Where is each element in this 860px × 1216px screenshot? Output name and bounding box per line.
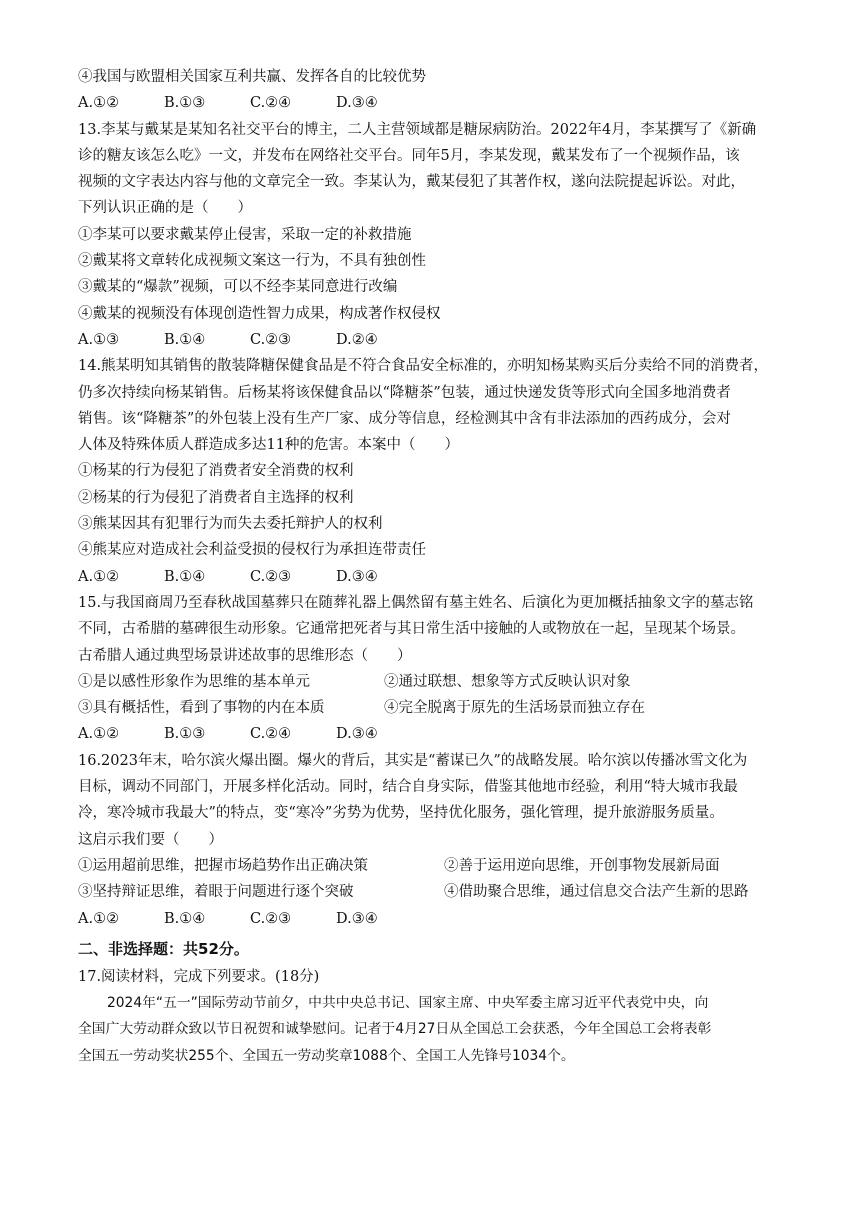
q12-options — [78, 90, 808, 116]
q12-option-c[interactable]: C.②④ — [250, 95, 292, 112]
q14-item-1: ①杨某的行为侵犯了消费者安全消费的权利 — [78, 463, 354, 480]
q13-option-a[interactable]: A.①③ — [78, 331, 120, 348]
q15-item-4: ④完全脱离于原先的生活场景而独立存在 — [384, 700, 645, 717]
q17-material-line: 2024年“五一”国际劳动节前夕，中共中央总书记、国家主席、中央军委主席习近平代表党中央，向 — [107, 995, 709, 1012]
q16-items-row-2 — [78, 879, 808, 905]
question-14 — [78, 353, 808, 590]
q15-options — [78, 721, 808, 747]
q13-option-b[interactable]: B.①④ — [164, 331, 206, 348]
q14-stem-line: 销售。该“降糖茶”的外包装上没有生产厂家、成分等信息，经检测其中含有非法添加的西药成分，会对 — [78, 410, 731, 427]
q16-item-1: ①运用超前思维，把握市场趋势作出正确决策 — [78, 857, 368, 874]
q16-option-d[interactable]: D.③④ — [336, 910, 378, 927]
q15-stem-line: 不同，古希腊的墓碑很生动形象。它通常把死者与其日常生活中接触的人或物放在一起，呈现某个场景。 — [78, 621, 745, 638]
q14-item-4: ④熊某应对造成社会利益受损的侵权行为承担连带责任 — [78, 542, 426, 559]
q16-stem-line: 冷，寒冷城市我最大”的特点，变“寒冷”劣势为优势，坚持优化服务，强化管理，提升旅游服务质量。 — [78, 805, 724, 822]
q17-material-line: 全国五一劳动奖状255个、全国五一劳动奖章1088个、全国工人先锋号1034个。 — [78, 1047, 575, 1064]
q13-item-2: ②戴某将文章转化成视频文案这一行为，不具有独创性 — [78, 253, 426, 270]
q13-stem-line: 诊的糖友该怎么吃》一文，并发布在网络社交平台。同年5月，李某发现，戴某发布了一个视频作品，该 — [78, 147, 740, 164]
q16-items-row-1 — [78, 853, 808, 879]
q13-item-4: ④戴某的视频没有体现创造性智力成果，构成著作权侵权 — [78, 305, 441, 322]
q16-item-4: ④借助聚合思维，通过信息交合法产生新的思路 — [444, 884, 749, 901]
q16-options — [78, 906, 808, 932]
q15-option-d[interactable]: D.③④ — [336, 726, 378, 743]
q13-option-c[interactable]: C.②③ — [250, 331, 292, 348]
q16-item-3: ③坚持辩证思维，着眼于问题进行逐个突破 — [78, 884, 354, 901]
q13-options — [78, 327, 808, 353]
q12-option-d[interactable]: D.③④ — [336, 95, 378, 112]
q15-stem-line: 15.与我国商周乃至春秋战国墓葬只在随葬礼器上偶然留有墓主姓名、后演化为更加概括抽象文字的墓志铭 — [78, 594, 754, 611]
q14-options — [78, 564, 808, 590]
q13-item-3: ③戴某的“爆款”视频，可以不经李某同意进行改编 — [78, 279, 398, 296]
q16-option-b[interactable]: B.①④ — [164, 910, 206, 927]
q16-option-a[interactable]: A.①② — [78, 910, 120, 927]
q13-stem-line: 下列认识正确的是（ ） — [78, 200, 252, 217]
q16-item-2: ②善于运用逆向思维，开创事物发展新局面 — [444, 857, 720, 874]
exam-page — [78, 64, 808, 1069]
q14-option-a[interactable]: A.①② — [78, 568, 120, 585]
question-15 — [78, 590, 808, 748]
q16-stem-line: 目标，调动不同部门，开展多样化活动。同时，结合自身实际，借鉴其他地市经验，利用“特大城市我最 — [78, 779, 738, 796]
q15-item-1: ①是以感性形象作为思维的基本单元 — [78, 673, 310, 690]
q12-option-b[interactable]: B.①③ — [164, 95, 206, 112]
q14-item-2: ②杨某的行为侵犯了消费者自主选择的权利 — [78, 489, 354, 506]
q12-item-4: ④我国与欧盟相关国家互利共赢、发挥各自的比较优势 — [78, 69, 426, 85]
question-13 — [78, 117, 808, 354]
q12-option-a[interactable]: A.①② — [78, 95, 120, 112]
q14-item-3: ③熊某因其有犯罪行为而失去委托辩护人的权利 — [78, 516, 383, 533]
q15-stem-line: 古希腊人通过典型场景讲述故事的思维形态（ ） — [78, 647, 412, 664]
q15-option-a[interactable]: A.①② — [78, 726, 120, 743]
q16-stem-line: 16.2023年末，哈尔滨火爆出圈。爆火的背后，其实是“蓄谋已久”的战略发展。哈尔滨以传播冰雪文化为 — [78, 752, 748, 769]
q13-stem-line: 13.李某与戴某是某知名社交平台的博主，二人主营领域都是糖尿病防治。2022年4月，李某撰写了《新确 — [78, 121, 757, 138]
q14-option-d[interactable]: D.③④ — [336, 568, 378, 585]
q13-option-d[interactable]: D.②④ — [336, 331, 378, 348]
q17-stem: 17.阅读材料，完成下列要求。(18分) — [78, 968, 320, 985]
q14-stem-line: 人体及特殊体质人群造成多达11种的危害。本案中（ ） — [78, 437, 459, 454]
q16-stem-line: 这启示我们要（ ） — [78, 831, 223, 848]
q13-stem-line: 视频的文字表达内容与他的文章完全一致。李某认为，戴某侵犯了其著作权，遂向法院提起诉讼。对此， — [78, 174, 745, 191]
q15-option-b[interactable]: B.①③ — [164, 726, 206, 743]
q15-option-c[interactable]: C.②④ — [250, 726, 292, 743]
q17-material-line: 全国广大劳动群众致以节日祝贺和诚挚慰问。记者于4月27日从全国总工会获悉，今年全国总工会将表彰 — [78, 1021, 712, 1038]
q14-option-b[interactable]: B.①④ — [164, 568, 206, 585]
question-16 — [78, 748, 808, 932]
q13-item-1: ①李某可以要求戴某停止侵害，采取一定的补救措施 — [78, 226, 412, 243]
q15-items-row-1 — [78, 669, 808, 695]
q15-item-2: ②通过联想、想象等方式反映认识对象 — [384, 673, 631, 690]
q14-stem-line: 14.熊某明知其销售的散装降糖保健食品是不符合食品安全标准的，亦明知杨某购买后分卖给不同的消费者， — [78, 358, 769, 375]
q16-option-c[interactable]: C.②③ — [250, 910, 292, 927]
q15-items-row-2 — [78, 695, 808, 721]
q14-stem-line: 仍多次持续向杨某销售。后杨某将该保健食品以“降糖茶”包装，通过快递发货等形式向全国多地消费者 — [78, 384, 731, 401]
q15-item-3: ③具有概括性，看到了事物的内在本质 — [78, 700, 325, 717]
q14-option-c[interactable]: C.②③ — [250, 568, 292, 585]
section-heading: 二、非选择题：共52分。 — [78, 939, 249, 958]
